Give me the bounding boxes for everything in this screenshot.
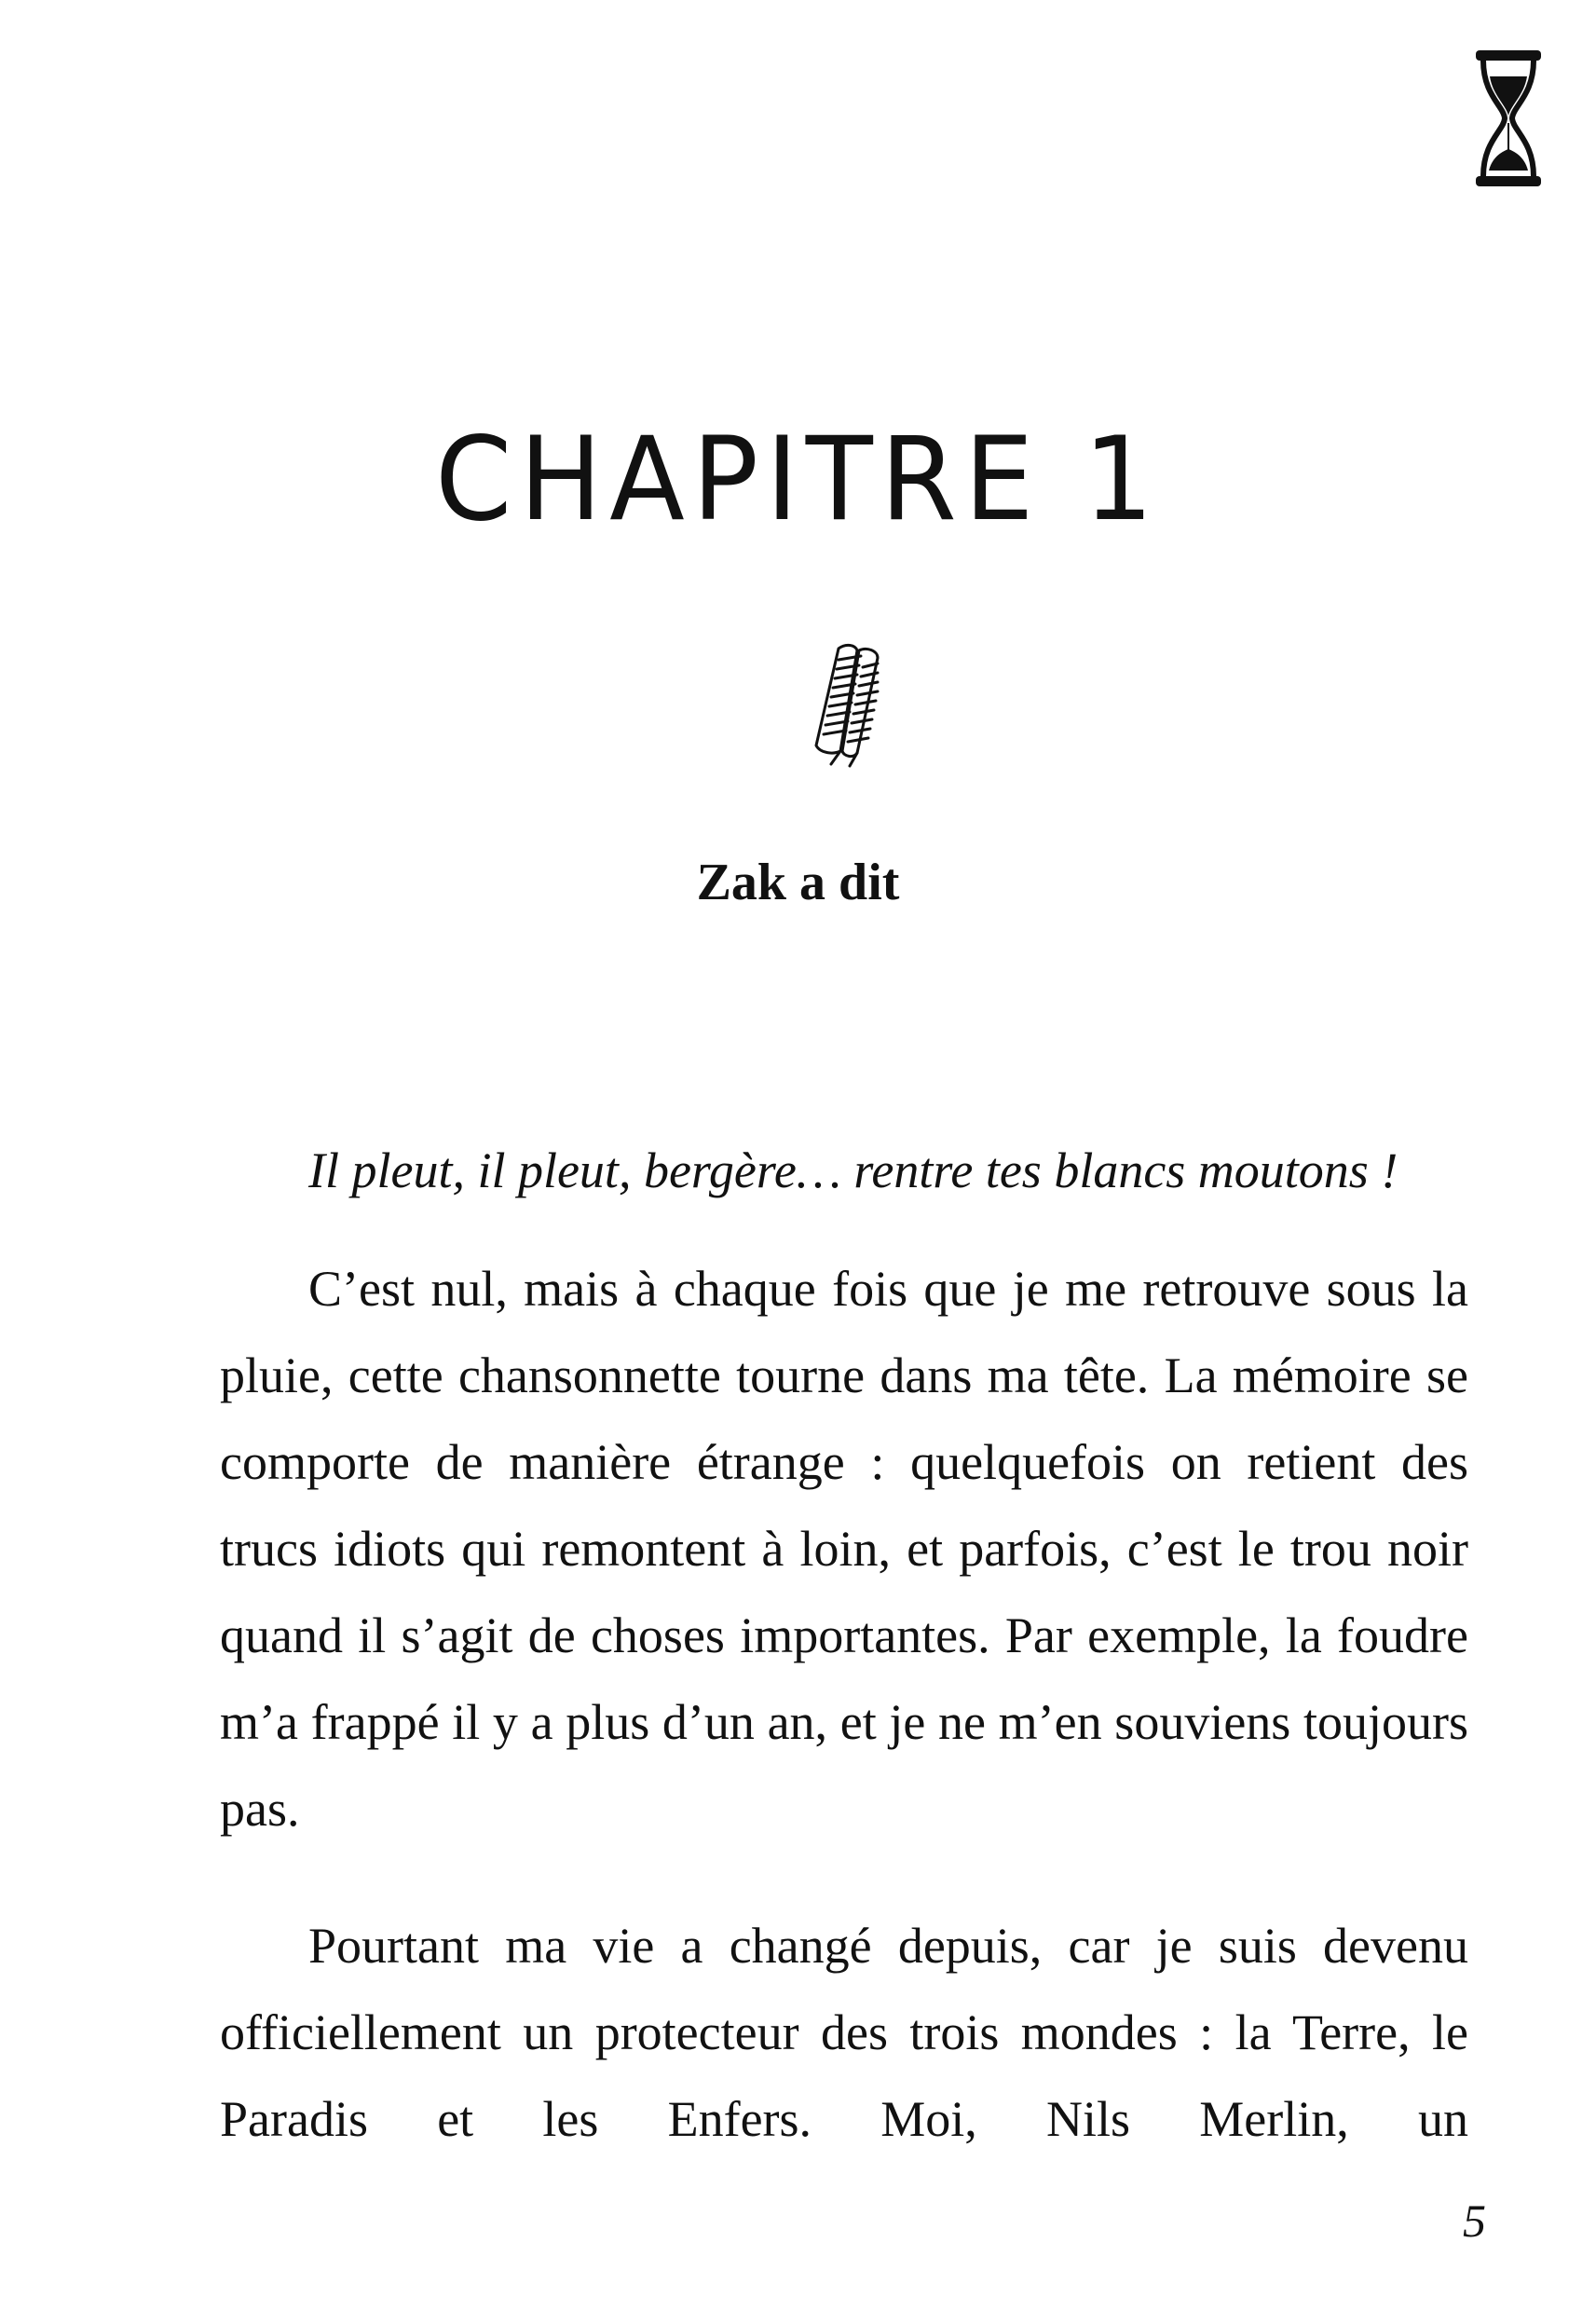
body-text [220,1128,1468,2163]
hourglass-icon [1474,48,1543,188]
epigraph: Il pleut, il pleut, bergère… rentre tes blancs moutons ! [308,1142,1398,1198]
page-number: 5 [1463,2195,1486,2247]
feather-icon [803,641,883,768]
paragraph: C’est nul, mais à chaque fois que je me retrouve sous la pluie, cette chansonnette tourne dans ma tête. La mémoire se comporte de manière étrange : quelquefois on retient des trucs idiots qui remontent à loin, et parfois, c’est le trou noir quand il s’agit de choses importantes. Par exemple, la foudre m’a frappé il y a plus d’un an, et je ne m’en souviens toujours pas. [220,1261,1468,1837]
chapter-title: CHAPITRE 1 [434,411,1161,547]
paragraph: Pourtant ma vie a changé depuis, car je suis devenu officiellement un protecteur des trois mondes : la Terre, le Paradis et les Enfers. Moi, Nils Merlin, un [220,1918,1468,2147]
chapter-subtitle: Zak a dit [696,854,900,911]
